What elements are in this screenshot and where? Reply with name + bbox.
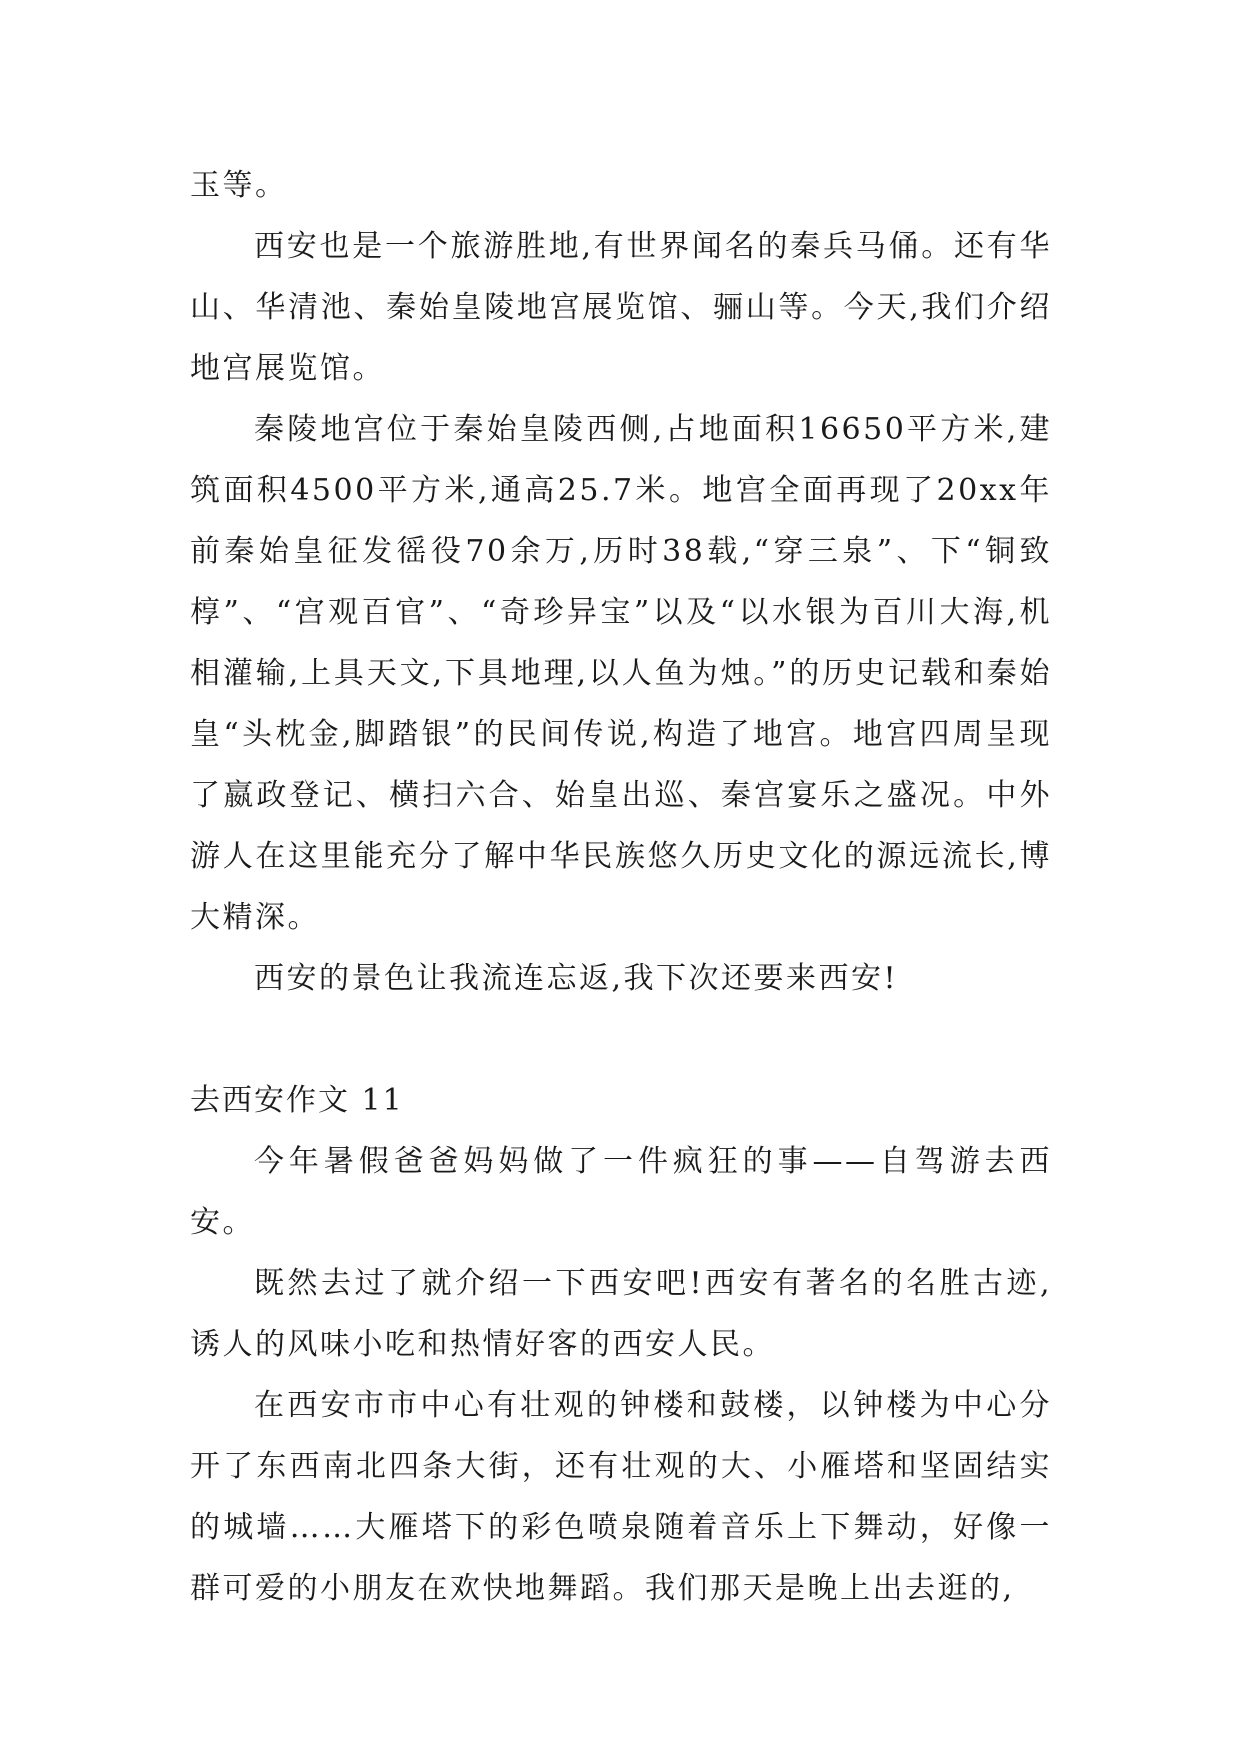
paragraph-continuation: 玉等。 bbox=[190, 168, 288, 203]
document-body bbox=[190, 155, 1052, 1619]
paragraph-summer-trip: 今年暑假爸爸妈妈做了一件疯狂的事——自驾游去西安。 bbox=[190, 1144, 1052, 1240]
section-title: 去西安作文 11 bbox=[190, 1083, 404, 1118]
paragraph-introduction: 既然去过了就介绍一下西安吧!西安有著名的名胜古迹,诱人的风味小吃和热情好客的西安人民。 bbox=[190, 1266, 1052, 1362]
paragraph-city-center: 在西安市市中心有壮观的钟楼和鼓楼，以钟楼为中心分开了东西南北四条大街，还有壮观的大、小雁塔和坚固结实的城墙……大雁塔下的彩色喷泉随着音乐上下舞动，好像一群可爱的小朋友在欢快地舞蹈。我们那天是晚上出去逛的, bbox=[190, 1388, 1052, 1606]
paragraph-closing: 西安的景色让我流连忘返,我下次还要来西安! bbox=[254, 961, 899, 996]
paragraph-underground-palace: 秦陵地宫位于秦始皇陵西侧,占地面积16650平方米,建筑面积4500平方米,通高25.7米。地宫全面再现了20xx年前秦始皇征发徭役70余万,历时38载,“穿三泉”、下“铜致椁”、“宫观百官”、“奇珍异宝”以及“以水银为百川大海,机相灌输,上具天文,下具地理,以人鱼为烛。”的历史记载和秦始皇“头枕金,脚踏银”的民间传说,构造了地宫。地宫四周呈现了嬴政登记、横扫六合、始皇出巡、秦宫宴乐之盛况。中外游人在这里能充分了解中华民族悠久历史文化的源远流长,博大精深。 bbox=[190, 412, 1052, 935]
paragraph-tourism: 西安也是一个旅游胜地,有世界闻名的秦兵马俑。还有华山、华清池、秦始皇陵地宫展览馆、骊山等。今天,我们介绍地宫展览馆。 bbox=[190, 229, 1052, 386]
